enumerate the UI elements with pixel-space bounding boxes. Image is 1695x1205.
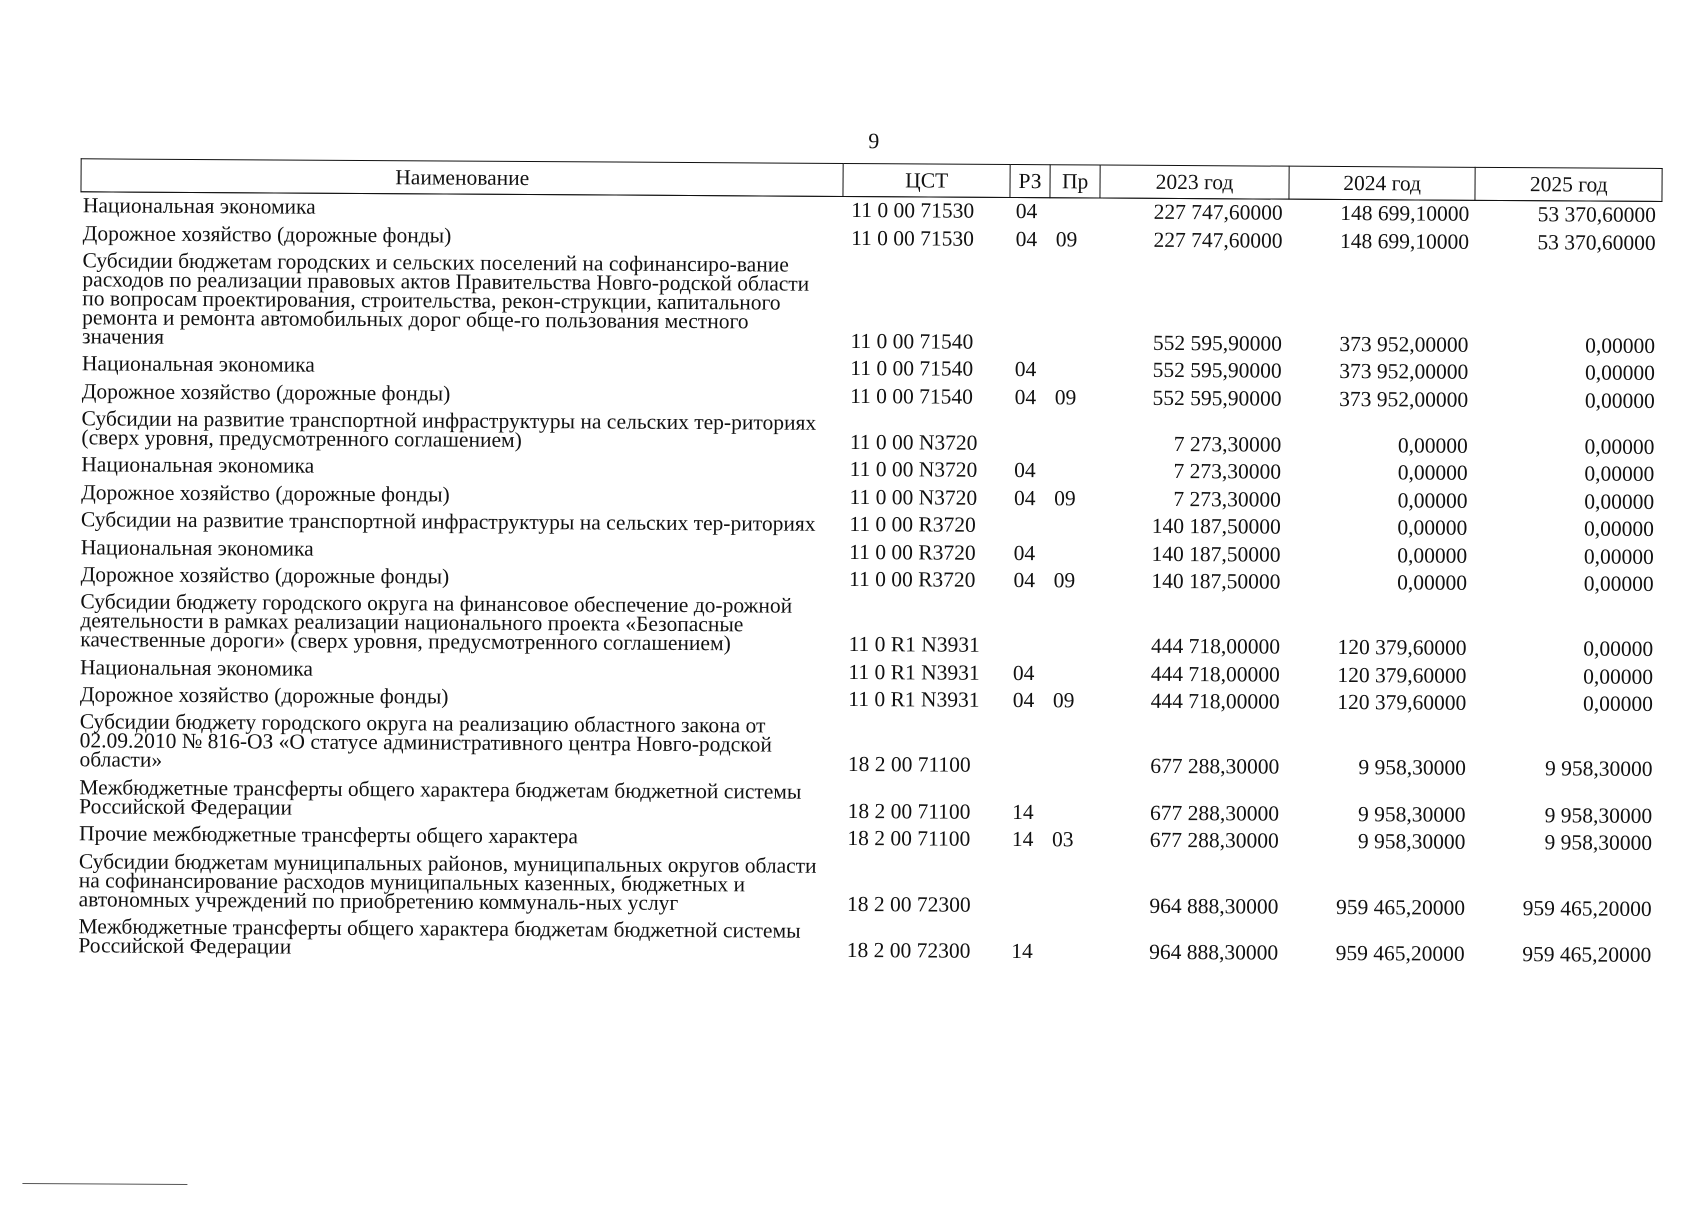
page-number: 9 (868, 128, 880, 154)
row-2024: 959 465,20000 (1335, 940, 1465, 966)
table-row (76, 913, 1657, 969)
table-row (80, 247, 1662, 360)
row-2025: 9 958,30000 (1544, 756, 1653, 782)
row-rz (1006, 714, 1047, 780)
row-2024: 120 379,60000 (1337, 662, 1467, 688)
row-rz: 14 (1011, 827, 1034, 852)
row-pr (1048, 512, 1098, 540)
row-2023: 140 187,50000 (1151, 541, 1281, 567)
row-2023: 964 888,30000 (1149, 939, 1279, 965)
row-2024: 148 699,10000 (1340, 201, 1470, 226)
row-rz: 14 (1011, 938, 1033, 964)
row-2025: 0,00000 (1584, 461, 1655, 487)
row-2024: 0,00000 (1397, 542, 1468, 568)
row-rz (1009, 253, 1050, 357)
row-cst: 18 2 00 71100 (847, 752, 971, 778)
row-name: Межбюджетные трансферты общего характера бюджетам бюджетной системы Российской Федерации (78, 914, 801, 959)
row-cst: 11 0 00 N3720 (849, 430, 978, 455)
row-2025: 0,00000 (1583, 636, 1654, 662)
row-cst: 18 2 00 71100 (847, 826, 971, 851)
row-2023: 444 718,00000 (1150, 688, 1280, 714)
row-name: Дорожное хозяйство (дорожные фонды) (79, 682, 449, 709)
row-name: Дорожное хозяйство (дорожные фонды) (81, 480, 450, 507)
row-pr (1047, 660, 1097, 688)
row-cst: 11 0 00 R3720 (849, 512, 976, 537)
row-cst: 18 2 00 72300 (846, 937, 971, 963)
row-name: Национальная экономика (81, 452, 315, 479)
row-cst: 11 0 00 N3720 (849, 484, 978, 510)
row-name: Субсидии бюджетам городских и сельских поселений на софинансиро-вание расходов по реализации правовых актов Правительства Новго-родской области по вопросам проектирования, строительства, рекон-струкции, капитального ремонта и ремонта автомобильных дорог обще-го пользования местного значения (82, 248, 810, 349)
table-body (76, 192, 1662, 969)
row-2025: 0,00000 (1583, 571, 1654, 596)
header-2023: 2023 год (1100, 165, 1289, 199)
row-2025: 959 465,20000 (1522, 942, 1652, 967)
row-2025: 0,00000 (1584, 516, 1655, 542)
row-pr: 09 (1054, 486, 1076, 511)
row-pr (1050, 198, 1100, 226)
row-2025: 0,00000 (1584, 489, 1655, 514)
row-2024: 9 958,30000 (1358, 801, 1466, 827)
row-rz: 04 (1013, 540, 1036, 565)
row-2023: 552 595,90000 (1152, 330, 1282, 356)
row-2024: 148 699,10000 (1340, 228, 1470, 254)
row-2025: 53 370,60000 (1537, 202, 1656, 228)
row-pr (1048, 457, 1098, 485)
row-rz (1005, 853, 1046, 919)
row-cst: 11 0 R1 N3931 (848, 632, 980, 658)
row-pr (1046, 714, 1097, 780)
row-rz: 04 (1014, 384, 1037, 409)
row-cst: 18 2 00 71100 (847, 798, 971, 824)
row-2025: 0,00000 (1582, 691, 1653, 716)
header-rz: РЗ (1010, 164, 1050, 197)
row-2025: 959 465,20000 (1522, 895, 1652, 921)
row-name: Национальная экономика (80, 654, 314, 681)
row-2024: 0,00000 (1397, 515, 1468, 540)
row-2025: 0,00000 (1583, 544, 1654, 569)
row-name: Дорожное хозяйство (дорожные фонды) (80, 562, 450, 589)
row-rz (1008, 512, 1048, 540)
row-cst: 11 0 00 R3720 (849, 539, 976, 565)
row-2024: 373 952,00000 (1339, 331, 1469, 357)
row-pr (1048, 540, 1098, 568)
row-2025: 9 958,30000 (1544, 803, 1653, 828)
row-rz: 14 (1012, 799, 1034, 824)
table-row (77, 848, 1658, 923)
table-row (77, 709, 1658, 784)
row-2024: 373 952,00000 (1339, 359, 1469, 385)
row-2024: 0,00000 (1397, 488, 1468, 513)
row-name: Прочие межбюджетные трансферты общего характера (78, 821, 579, 849)
row-2023: 552 595,90000 (1152, 385, 1282, 411)
row-2023: 7 273,30000 (1173, 486, 1281, 512)
row-rz: 04 (1015, 199, 1038, 224)
row-name: Национальная экономика (80, 534, 314, 561)
row-2023: 964 888,30000 (1149, 893, 1279, 919)
row-2025: 0,00000 (1583, 664, 1654, 689)
row-name: Субсидии бюджету городского округа на реализацию областного закона от 02.09.2010 № 816-ОЗ «О статусе административного центра Новго-родской области» (79, 709, 772, 773)
row-pr (1048, 411, 1098, 458)
row-name: Национальная экономика (82, 193, 316, 219)
row-pr: 09 (1055, 226, 1078, 251)
row-cst: 11 0 00 71540 (850, 356, 974, 382)
row-name: Субсидии на развитие транспортной инфраструктуры на сельских тер-риториях (80, 507, 816, 536)
row-rz: 04 (1013, 567, 1036, 593)
row-cst: 11 0 R1 N3931 (848, 659, 980, 685)
row-pr: 09 (1052, 688, 1075, 713)
row-2023: 7 273,30000 (1173, 432, 1282, 457)
row-2023: 227 747,60000 (1153, 200, 1283, 225)
row-name: Национальная экономика (81, 351, 315, 378)
row-2025: 0,00000 (1585, 333, 1656, 358)
row-pr (1045, 919, 1095, 966)
row-2023: 444 718,00000 (1150, 661, 1280, 687)
row-name: Субсидии бюджетам муниципальных районов, муниципальных округов области на софинансирование расходов муниципальных казенных, бюджетных и автономных учреждений по приобретению коммуналь-ных услуг (78, 848, 817, 915)
row-pr: 03 (1052, 827, 1074, 852)
row-rz (1007, 594, 1048, 660)
row-rz: 04 (1014, 458, 1036, 483)
row-2023: 677 288,30000 (1149, 800, 1280, 826)
row-cst: 11 0 00 71540 (850, 328, 974, 354)
row-name: Субсидии на развитие транспортной инфраструктуры на сельских тер-риториях (сверх уровня, предусмотренного соглашением) (81, 406, 817, 453)
row-cst: 11 0 R1 N3931 (848, 687, 980, 712)
row-cst: 11 0 00 N3720 (849, 457, 978, 483)
row-cst: 11 0 00 71530 (851, 198, 975, 223)
row-2025: 9 958,30000 (1544, 830, 1653, 856)
header-2025: 2025 год (1475, 167, 1662, 201)
row-2025: 0,00000 (1584, 360, 1655, 386)
row-2024: 9 958,30000 (1358, 755, 1466, 781)
row-2024: 120 379,60000 (1337, 690, 1467, 715)
row-pr (1049, 356, 1099, 384)
footer-rule (22, 1183, 187, 1185)
row-2025: 0,00000 (1584, 388, 1655, 413)
row-2025: 0,00000 (1584, 434, 1655, 459)
row-pr (1046, 780, 1096, 827)
header-pr: Пр (1050, 165, 1100, 198)
row-2024: 0,00000 (1397, 570, 1468, 595)
row-pr: 09 (1054, 384, 1077, 410)
row-2023: 552 595,90000 (1152, 358, 1282, 383)
row-2024: 120 379,60000 (1337, 635, 1467, 661)
row-name: Межбюджетные трансферты общего характера бюджетам бюджетной системы Российской Федерации (79, 775, 802, 820)
row-2024: 373 952,00000 (1339, 386, 1469, 412)
row-rz: 04 (1012, 660, 1035, 685)
header-name: Наименование (81, 159, 844, 197)
row-2023: 140 187,50000 (1151, 514, 1281, 539)
row-2023: 677 288,30000 (1150, 754, 1280, 780)
row-rz: 04 (1013, 485, 1036, 510)
budget-table (76, 158, 1663, 969)
row-2024: 0,00000 (1397, 433, 1468, 458)
row-cst: 11 0 00 R3720 (848, 566, 976, 592)
row-cst: 11 0 00 71540 (850, 383, 974, 409)
row-2024: 959 465,20000 (1335, 894, 1466, 920)
row-2023: 677 288,30000 (1149, 828, 1279, 853)
row-name: Дорожное хозяйство (дорожные фонды) (82, 220, 452, 248)
row-2023: 140 187,50000 (1151, 568, 1281, 594)
row-pr (1046, 854, 1097, 920)
row-name: Субсидии бюджету городского округа на финансовое обеспечение до-рожной деятельности в рамках реализации национального проекта «Безопасные качественные дороги» (сверх уровня, предусмотренного соглашением) (80, 589, 793, 656)
row-pr (1047, 594, 1098, 660)
row-2024: 0,00000 (1397, 460, 1468, 486)
header-cst: ЦСТ (843, 163, 1010, 197)
row-2023: 444 718,00000 (1150, 634, 1281, 659)
row-pr (1049, 253, 1100, 357)
row-rz (1008, 411, 1048, 458)
header-2024: 2024 год (1289, 166, 1476, 200)
table-row (78, 588, 1659, 663)
row-2023: 227 747,60000 (1153, 227, 1283, 253)
row-2024: 9 958,30000 (1357, 829, 1466, 854)
row-2023: 7 273,30000 (1173, 459, 1282, 485)
row-rz: 04 (1012, 688, 1035, 713)
row-cst: 18 2 00 72300 (846, 891, 971, 917)
row-rz: 04 (1015, 226, 1038, 251)
row-name: Дорожное хозяйство (дорожные фонды) (81, 378, 451, 406)
row-pr: 09 (1053, 568, 1076, 593)
row-2025: 53 370,60000 (1537, 229, 1656, 255)
row-cst: 11 0 00 71530 (851, 225, 975, 251)
row-rz: 04 (1014, 357, 1037, 382)
